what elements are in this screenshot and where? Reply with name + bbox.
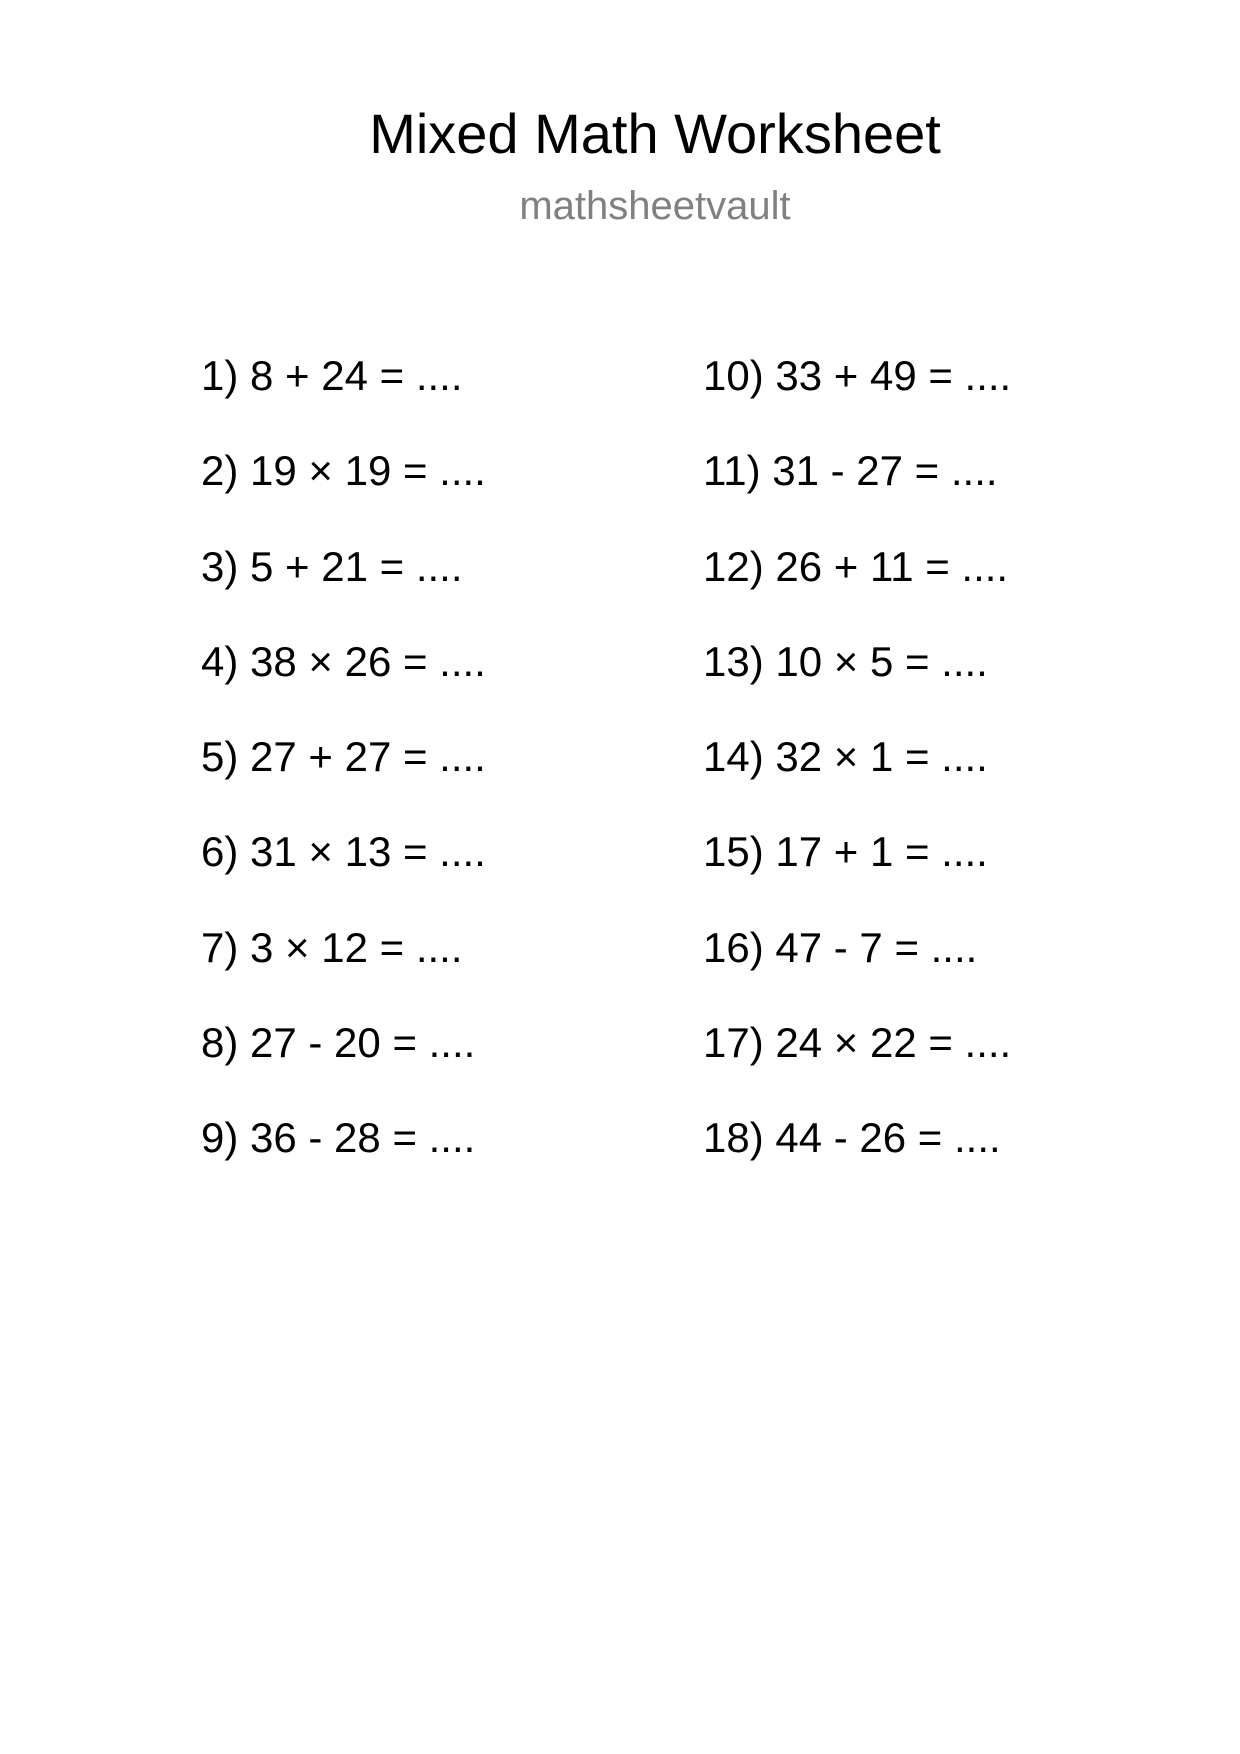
problem-item: 6) 31 × 13 = ....: [201, 828, 486, 876]
problem-column-right: [703, 346, 1011, 1204]
problem-item: 17) 24 × 22 = ....: [703, 1019, 1012, 1067]
problem-item: 4) 38 × 26 = ....: [201, 637, 486, 685]
problem-column-left: [201, 346, 486, 1204]
problem-item: 14) 32 × 1 = ....: [703, 733, 988, 781]
problem-item: 2) 19 × 19 = ....: [201, 447, 486, 495]
problem-item: 8) 27 - 20 = ....: [201, 1019, 476, 1067]
worksheet-title: Mixed Math Worksheet: [369, 102, 941, 165]
problem-item: 13) 10 × 5 = ....: [703, 637, 988, 685]
problem-item: 11) 31 - 27 = ....: [703, 447, 998, 495]
problem-item: 10) 33 + 49 = ....: [703, 352, 1012, 399]
problem-item: 18) 44 - 26 = ....: [703, 1114, 1001, 1162]
problem-item: 3) 5 + 21 = ....: [201, 542, 463, 590]
problem-item: 15) 17 + 1 = ....: [703, 828, 988, 876]
problem-item: 5) 27 + 27 = ....: [201, 733, 486, 781]
problem-item: 9) 36 - 28 = ....: [201, 1114, 476, 1162]
problem-item: 16) 47 - 7 = ....: [703, 923, 978, 971]
worksheet-source: mathsheetvault: [519, 184, 791, 228]
problem-item: 7) 3 × 12 = ....: [201, 923, 463, 971]
problem-item: 1) 8 + 24 = ....: [201, 352, 463, 399]
problem-item: 12) 26 + 11 = ....: [703, 542, 1009, 590]
